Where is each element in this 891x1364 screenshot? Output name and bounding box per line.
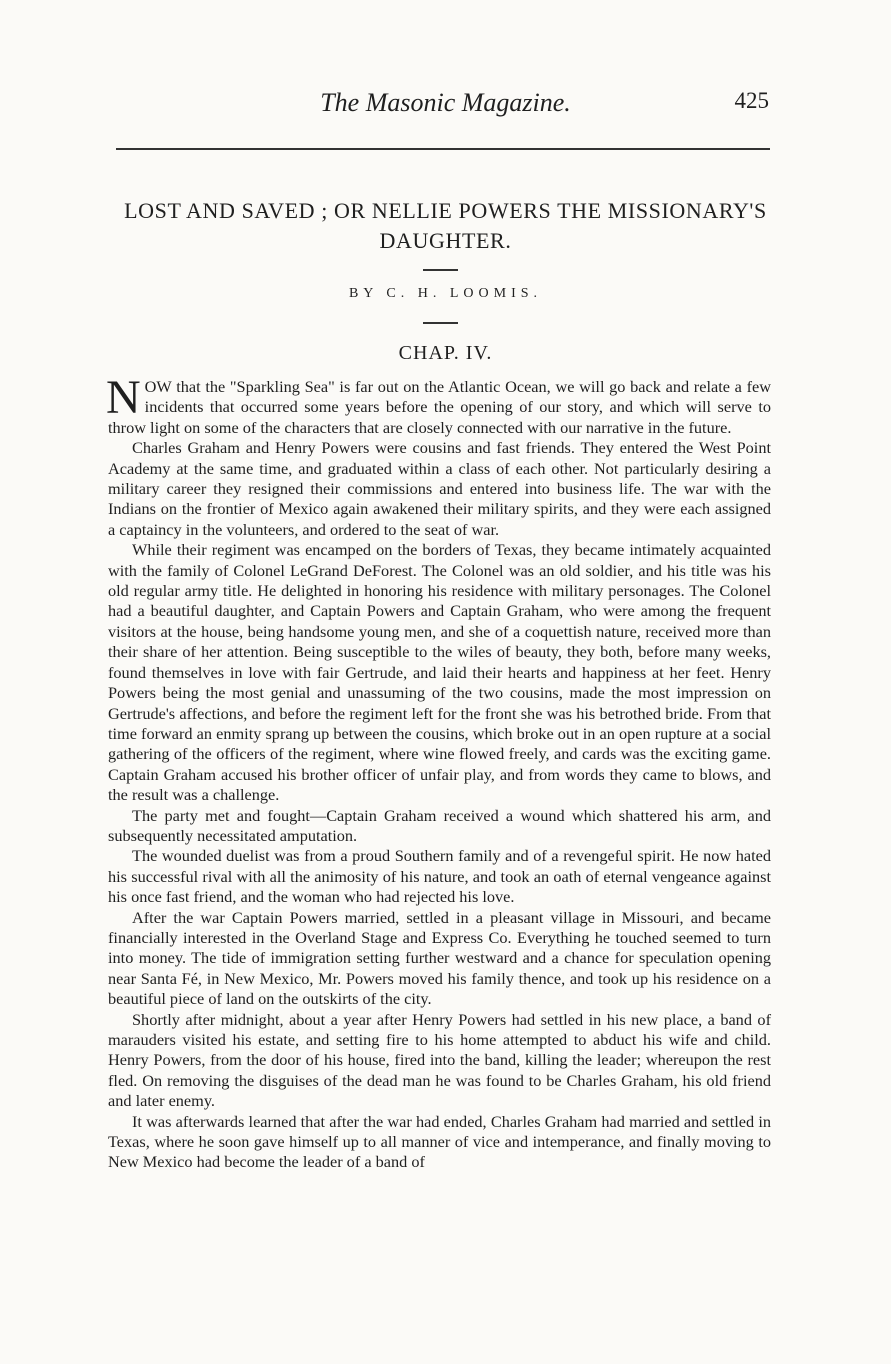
drop-cap: N bbox=[106, 371, 141, 424]
paragraph-5: The wounded duelist was from a proud Southern family and of a revengeful spirit. He now hated his successful rival with all the animosity of his nature, and took an oath of eternal vengeance against his once fast friend, and the woman who had rejected his love. bbox=[108, 846, 771, 907]
title-divider bbox=[423, 269, 458, 271]
paragraph-7: Shortly after midnight, about a year after Henry Powers had settled in his new place, a band of marauders visited his estate, and setting fire to his home attempted to abduct his wife and child. Henry Powers, from the door of his house, fired into the band, killing the leader; whereupon the rest fled. On removing the disguises of the dead man he was found to be Charles Graham, his old friend and later enemy. bbox=[108, 1009, 771, 1111]
paragraph-1-text: OW that the "Sparkling Sea" is far out on the Atlantic Ocean, we will go back and relate a few incidents that occurred some years before the opening of our story, and which will serve to throw light on some of the characters that are closely connected with our narrative in the future. bbox=[108, 377, 771, 437]
paragraph-6: After the war Captain Powers married, settled in a pleasant village in Missouri, and became financially interested in the Overland Stage and Express Co. Everything he touched seemed to turn into money. The tide of immigration setting further westward and a chance for speculation opening near Santa Fé, in New Mexico, Mr. Powers moved his family thence, and took up his residence on a beautiful piece of land on the outskirts of the city. bbox=[108, 907, 771, 1009]
paragraph-2: Charles Graham and Henry Powers were cousins and fast friends. They entered the West Point Academy at the same time, and graduated within a class of each other. Not particularly desiring a military career they resigned their commissions and entered into business life. The war with the Indians on the frontier of Mexico again awakened their military spirits, and they were each assigned a captaincy in the volunteers, and ordered to the seat of war. bbox=[108, 438, 771, 539]
header-divider bbox=[116, 148, 770, 150]
running-header-title: The Masonic Magazine. bbox=[320, 88, 571, 117]
page-number: 425 bbox=[734, 88, 769, 113]
article-title: LOST AND SAVED ; OR NELLIE POWERS THE MISSIONARY'S DAUGHTER. bbox=[124, 198, 767, 253]
paragraph-3: While their regiment was encamped on the borders of Texas, they became intimately acquainted with the family of Colonel LeGrand DeForest. The Colonel was an old soldier, and his title was his old regular army title. He delighted in honoring his residence with military personages. The Colonel had a beautiful daughter, and Captain Powers and Captain Graham, who were among the frequent visitors at the house, being handsome young men, and she of a coquettish nature, received more than their share of her attention. Being susceptible to the wiles of beauty, they both, before many weeks, found themselves in love with fair Gertrude, and laid their hearts and happiness at her feet. Henry Powers being the most genial and unassuming of the two cousins, made the most impression on Gertrude's affections, and before the regiment left for the front she was his betrothed bride. From that time forward an enmity sprang up between the cousins, which broke out in an open rupture at a social gathering of the officers of the regiment, where wine flowed freely, and cards was the exciting game. Captain Graham accused his brother officer of unfair play, and from words they came to blows, and the result was a challenge. bbox=[108, 540, 771, 805]
paragraph-1 bbox=[106, 371, 771, 438]
paragraph-4: The party met and fought—Captain Graham received a wound which shattered his arm, and subsequently necessitated amputation. bbox=[108, 805, 771, 845]
paragraph-8: It was afterwards learned that after the war had ended, Charles Graham had married and settled in Texas, where he soon gave himself up to all manner of vice and intemperance, and finally moving to New Mexico had become the leader of a band of bbox=[108, 1111, 771, 1172]
byline-divider bbox=[423, 322, 458, 324]
article-body bbox=[106, 371, 771, 1173]
byline: BY C. H. LOOMIS. bbox=[348, 286, 543, 301]
chapter-heading: CHAP. IV. bbox=[398, 342, 493, 364]
